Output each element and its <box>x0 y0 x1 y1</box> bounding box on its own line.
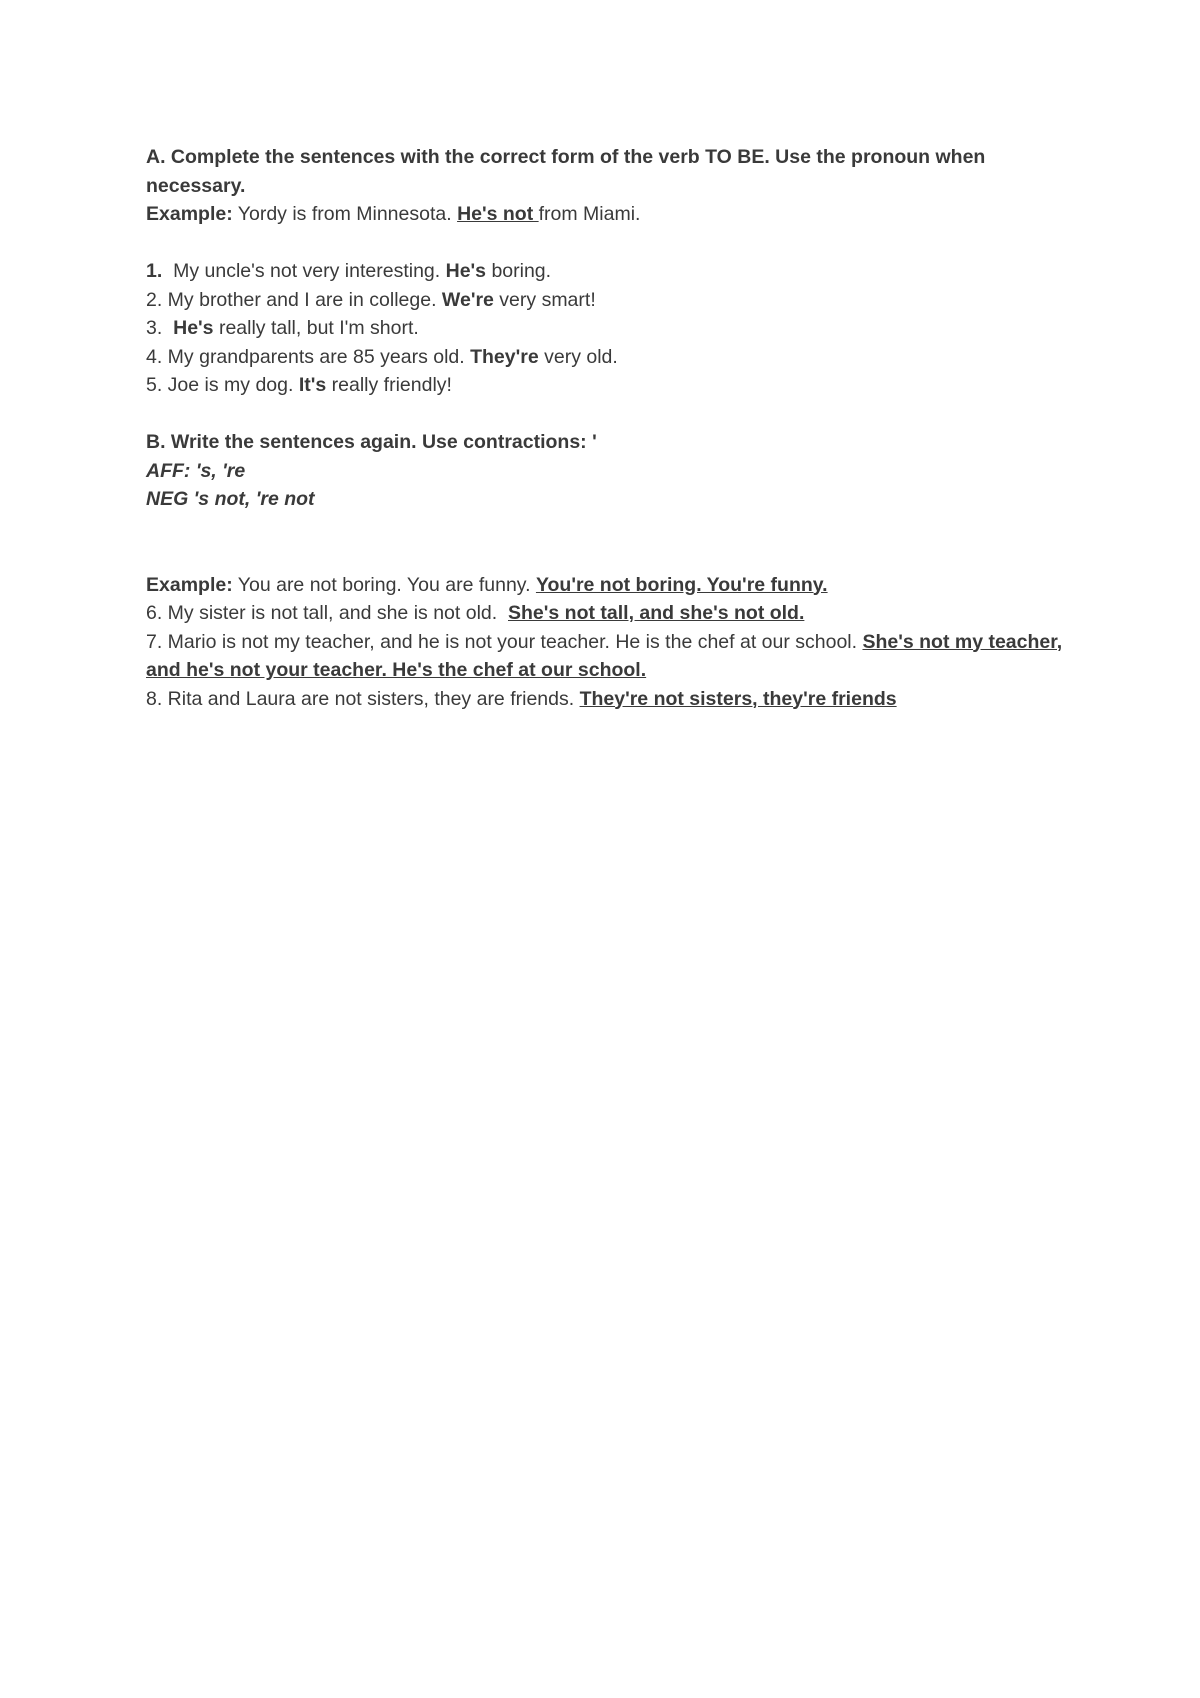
negative-contractions <box>146 485 1076 514</box>
item-sentence-end: very old. <box>538 345 618 368</box>
aff-text: AFF: 's, 're <box>146 459 246 482</box>
item-sentence-end: very smart! <box>493 288 596 311</box>
exercise-item-1 <box>146 257 1076 286</box>
item-answer: We're <box>441 288 494 311</box>
item-sentence-end: boring. <box>486 260 552 282</box>
spacer <box>146 400 1076 429</box>
exercise-item-7 <box>146 628 1066 685</box>
item-number: 3. <box>146 317 163 339</box>
section-a-heading <box>146 143 1076 200</box>
item-sentence: My grandparents are 85 years old. <box>162 345 471 368</box>
affirmative-contractions <box>146 457 1076 486</box>
section-a-heading-text: A. Complete the sentences with the correct form of the verb TO BE. Use the pronoun when necessary. <box>146 146 986 197</box>
exercise-item-6 <box>146 599 1076 628</box>
item-number: 2. <box>146 288 163 311</box>
item-number: 4. <box>146 345 163 368</box>
item-sentence <box>162 317 173 339</box>
item-answer: He's <box>445 260 487 282</box>
item-answer: They're not sisters, they're friends <box>579 687 897 710</box>
neg-text: NEG 's not, 're not <box>146 488 315 510</box>
item-sentence: 8. Rita and Laura are not sisters, they are friends. <box>146 687 580 710</box>
example-answer: You're not boring. You're funny. <box>535 573 828 596</box>
item-sentence-end: really tall, but I'm short. <box>213 317 419 339</box>
worksheet-page <box>146 143 1076 713</box>
exercise-item-2 <box>146 286 1076 315</box>
section-b-heading <box>146 428 1076 457</box>
item-answer: She's not tall, and she's not old. <box>508 602 805 624</box>
item-answer: She's not my teacher, and he's not your teacher. He's the chef at our school. <box>146 630 1063 681</box>
example-rest: from Miami. <box>538 203 641 225</box>
item-answer: They're <box>470 345 539 368</box>
item-sentence: 6. My sister is not tall, and she is not old. <box>146 602 508 624</box>
item-sentence: 7. Mario is not my teacher, and he is not your teacher. He is the chef at our school. <box>146 630 863 653</box>
item-sentence: My brother and I are in college. <box>162 288 442 311</box>
section-a-example <box>146 200 1076 229</box>
spacer <box>146 514 1076 571</box>
example-text: You are not boring. You are funny. <box>232 573 536 596</box>
example-answer: He's not <box>457 203 539 225</box>
item-answer: It's <box>298 374 327 396</box>
section-b-heading-text: B. Write the sentences again. Use contractions: ' <box>146 431 597 453</box>
item-number: 5. <box>146 374 163 396</box>
section-b-example <box>146 571 1076 600</box>
exercise-item-4 <box>146 343 1076 372</box>
item-number: 1. <box>146 260 163 282</box>
item-sentence: My uncle's not very interesting. <box>162 260 446 282</box>
spacer <box>146 229 1076 258</box>
exercise-item-5 <box>146 371 1076 400</box>
example-text: Yordy is from Minnesota. <box>232 203 458 225</box>
item-sentence: Joe is my dog. <box>162 374 299 396</box>
item-sentence-end: really friendly! <box>326 374 452 396</box>
exercise-item-3 <box>146 314 1076 343</box>
exercise-item-8 <box>146 685 1076 714</box>
example-label: Example: <box>146 573 233 596</box>
item-answer: He's <box>173 317 214 339</box>
example-label: Example: <box>146 203 233 225</box>
